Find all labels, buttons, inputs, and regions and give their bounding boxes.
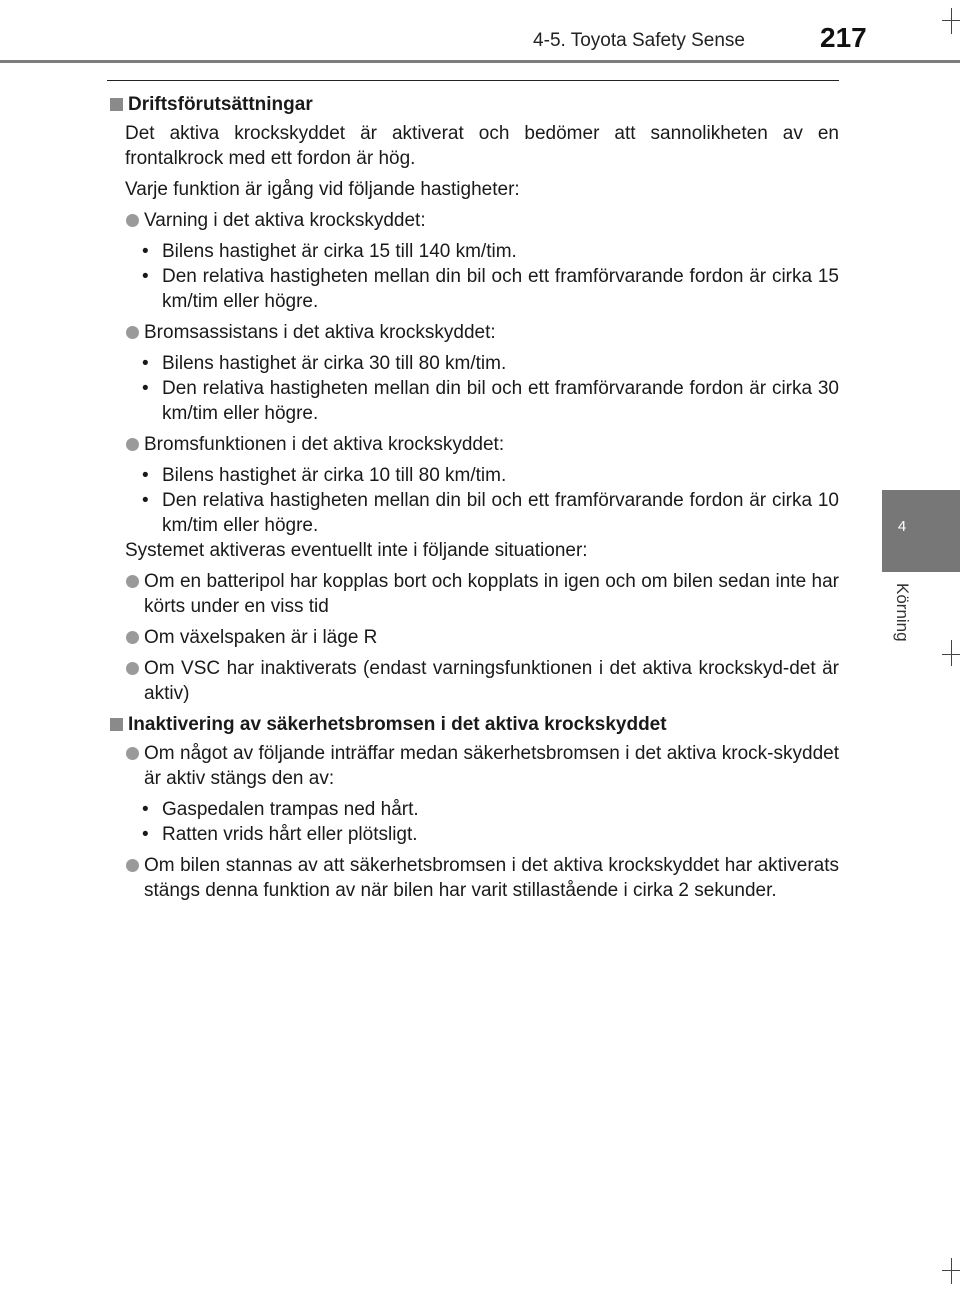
circle-bullet-icon — [126, 859, 139, 872]
list-item-text: Om något av följande inträffar medan säkerhetsbromsen i det aktiva krock-skyddet är aktiv stängs den av: — [144, 743, 839, 789]
list-item-text: Om VSC har inaktiverats (endast varningsfunktionen i det aktiva krockskyd-det är aktiv) — [144, 658, 839, 704]
sub-list-item: • Den relativa hastigheten mellan din bil och ett framförvarande fordon är cirka 10 km/tim eller högre. — [142, 490, 839, 536]
circle-bullet-icon — [126, 438, 139, 451]
sub-list — [107, 797, 839, 847]
paragraph: Varje funktion är igång vid följande hastigheter: — [125, 179, 520, 200]
square-bullet-icon — [110, 98, 123, 111]
section-title-text: Driftsförutsättningar — [128, 94, 313, 115]
sub-list-item: • Den relativa hastigheten mellan din bil och ett framförvarande fordon är cirka 15 km/tim eller högre. — [142, 266, 839, 312]
circle-bullet-icon — [126, 575, 139, 588]
sub-list-item: • Bilens hastighet är cirka 30 till 80 km/tim. — [142, 353, 507, 374]
list-item — [107, 853, 839, 903]
sub-list-item-text: Ratten vrids hårt eller plötsligt. — [162, 824, 418, 845]
list-item — [107, 320, 839, 345]
sub-list-item-text: Den relativa hastigheten mellan din bil och ett framförvarande fordon är cirka 30 km/tim eller högre. — [162, 378, 839, 424]
header-section-title: 4-5. Toyota Safety Sense — [533, 30, 745, 51]
sub-list-item: • Bilens hastighet är cirka 10 till 80 km/tim. — [142, 465, 507, 486]
header-divider — [0, 60, 960, 63]
circle-bullet-icon — [126, 214, 139, 227]
page-header — [0, 0, 960, 70]
section-title — [107, 92, 839, 117]
circle-bullet-icon — [126, 747, 139, 760]
page-number: 217 — [820, 22, 867, 53]
list-item — [107, 656, 839, 706]
sub-list-item: • Den relativa hastigheten mellan din bil och ett framförvarande fordon är cirka 30 km/tim eller högre. — [142, 378, 839, 424]
sub-list-item-text: Den relativa hastigheten mellan din bil och ett framförvarande fordon är cirka 15 km/tim eller högre. — [162, 266, 839, 312]
circle-bullet-icon — [126, 326, 139, 339]
list-item-text: Varning i det aktiva krockskyddet: — [144, 210, 426, 231]
list-item-text: Om en batteripol har kopplas bort och kopplats in igen och om bilen sedan inte har körts under en viss tid — [144, 571, 839, 617]
sub-list-item-text: Bilens hastighet är cirka 10 till 80 km/tim. — [162, 465, 507, 486]
section-title — [107, 712, 839, 737]
sub-list-item-text: Den relativa hastigheten mellan din bil och ett framförvarande fordon är cirka 10 km/tim eller högre. — [162, 490, 839, 536]
list-item — [107, 569, 839, 619]
sub-list — [107, 239, 839, 314]
sub-list-item-text: Bilens hastighet är cirka 15 till 140 km/tim. — [162, 241, 517, 262]
list-item — [107, 625, 839, 650]
sub-list-item: • Ratten vrids hårt eller plötsligt. — [142, 824, 418, 845]
list-item-text: Om bilen stannas av att säkerhetsbromsen i det aktiva krockskyddet har aktiverats stängs denna funktion av när bilen har varit stillastående i cirka 2 sekunder. — [144, 855, 839, 901]
list-item-text: Bromsfunktionen i det aktiva krockskyddet: — [144, 434, 505, 455]
crop-mark-mid-right-v — [951, 640, 952, 666]
paragraph: Det aktiva krockskyddet är aktiverat och bedömer att sannolikheten av en frontalkrock med ett fordon är hög. — [125, 123, 839, 169]
sub-list-item: • Gaspedalen trampas ned hårt. — [142, 799, 419, 820]
square-bullet-icon — [110, 718, 123, 731]
sub-list-item-text: Gaspedalen trampas ned hårt. — [162, 799, 419, 820]
list-item — [107, 432, 839, 457]
paragraph: Systemet aktiveras eventuellt inte i följande situationer: — [125, 540, 588, 561]
list-item-text: Bromsassistans i det aktiva krockskyddet: — [144, 322, 496, 343]
list-item — [107, 208, 839, 233]
page-content — [107, 92, 839, 909]
sub-list-item-text: Bilens hastighet är cirka 30 till 80 km/tim. — [162, 353, 507, 374]
chapter-name: Körning — [893, 583, 912, 642]
list-item-text: Om växelspaken är i läge R — [144, 627, 378, 648]
sub-list — [107, 351, 839, 426]
crop-mark-bottom-right-v — [951, 1258, 952, 1284]
section-title-text: Inaktivering av säkerhetsbromsen i det aktiva krockskyddet — [128, 714, 667, 735]
circle-bullet-icon — [126, 631, 139, 644]
chapter-number: 4 — [897, 518, 907, 535]
sub-list — [107, 463, 839, 538]
content-divider — [107, 80, 839, 81]
circle-bullet-icon — [126, 662, 139, 675]
list-item — [107, 741, 839, 791]
chapter-tab — [882, 490, 960, 572]
crop-mark-top-right-v — [951, 8, 952, 34]
sub-list-item: • Bilens hastighet är cirka 15 till 140 km/tim. — [142, 241, 517, 262]
